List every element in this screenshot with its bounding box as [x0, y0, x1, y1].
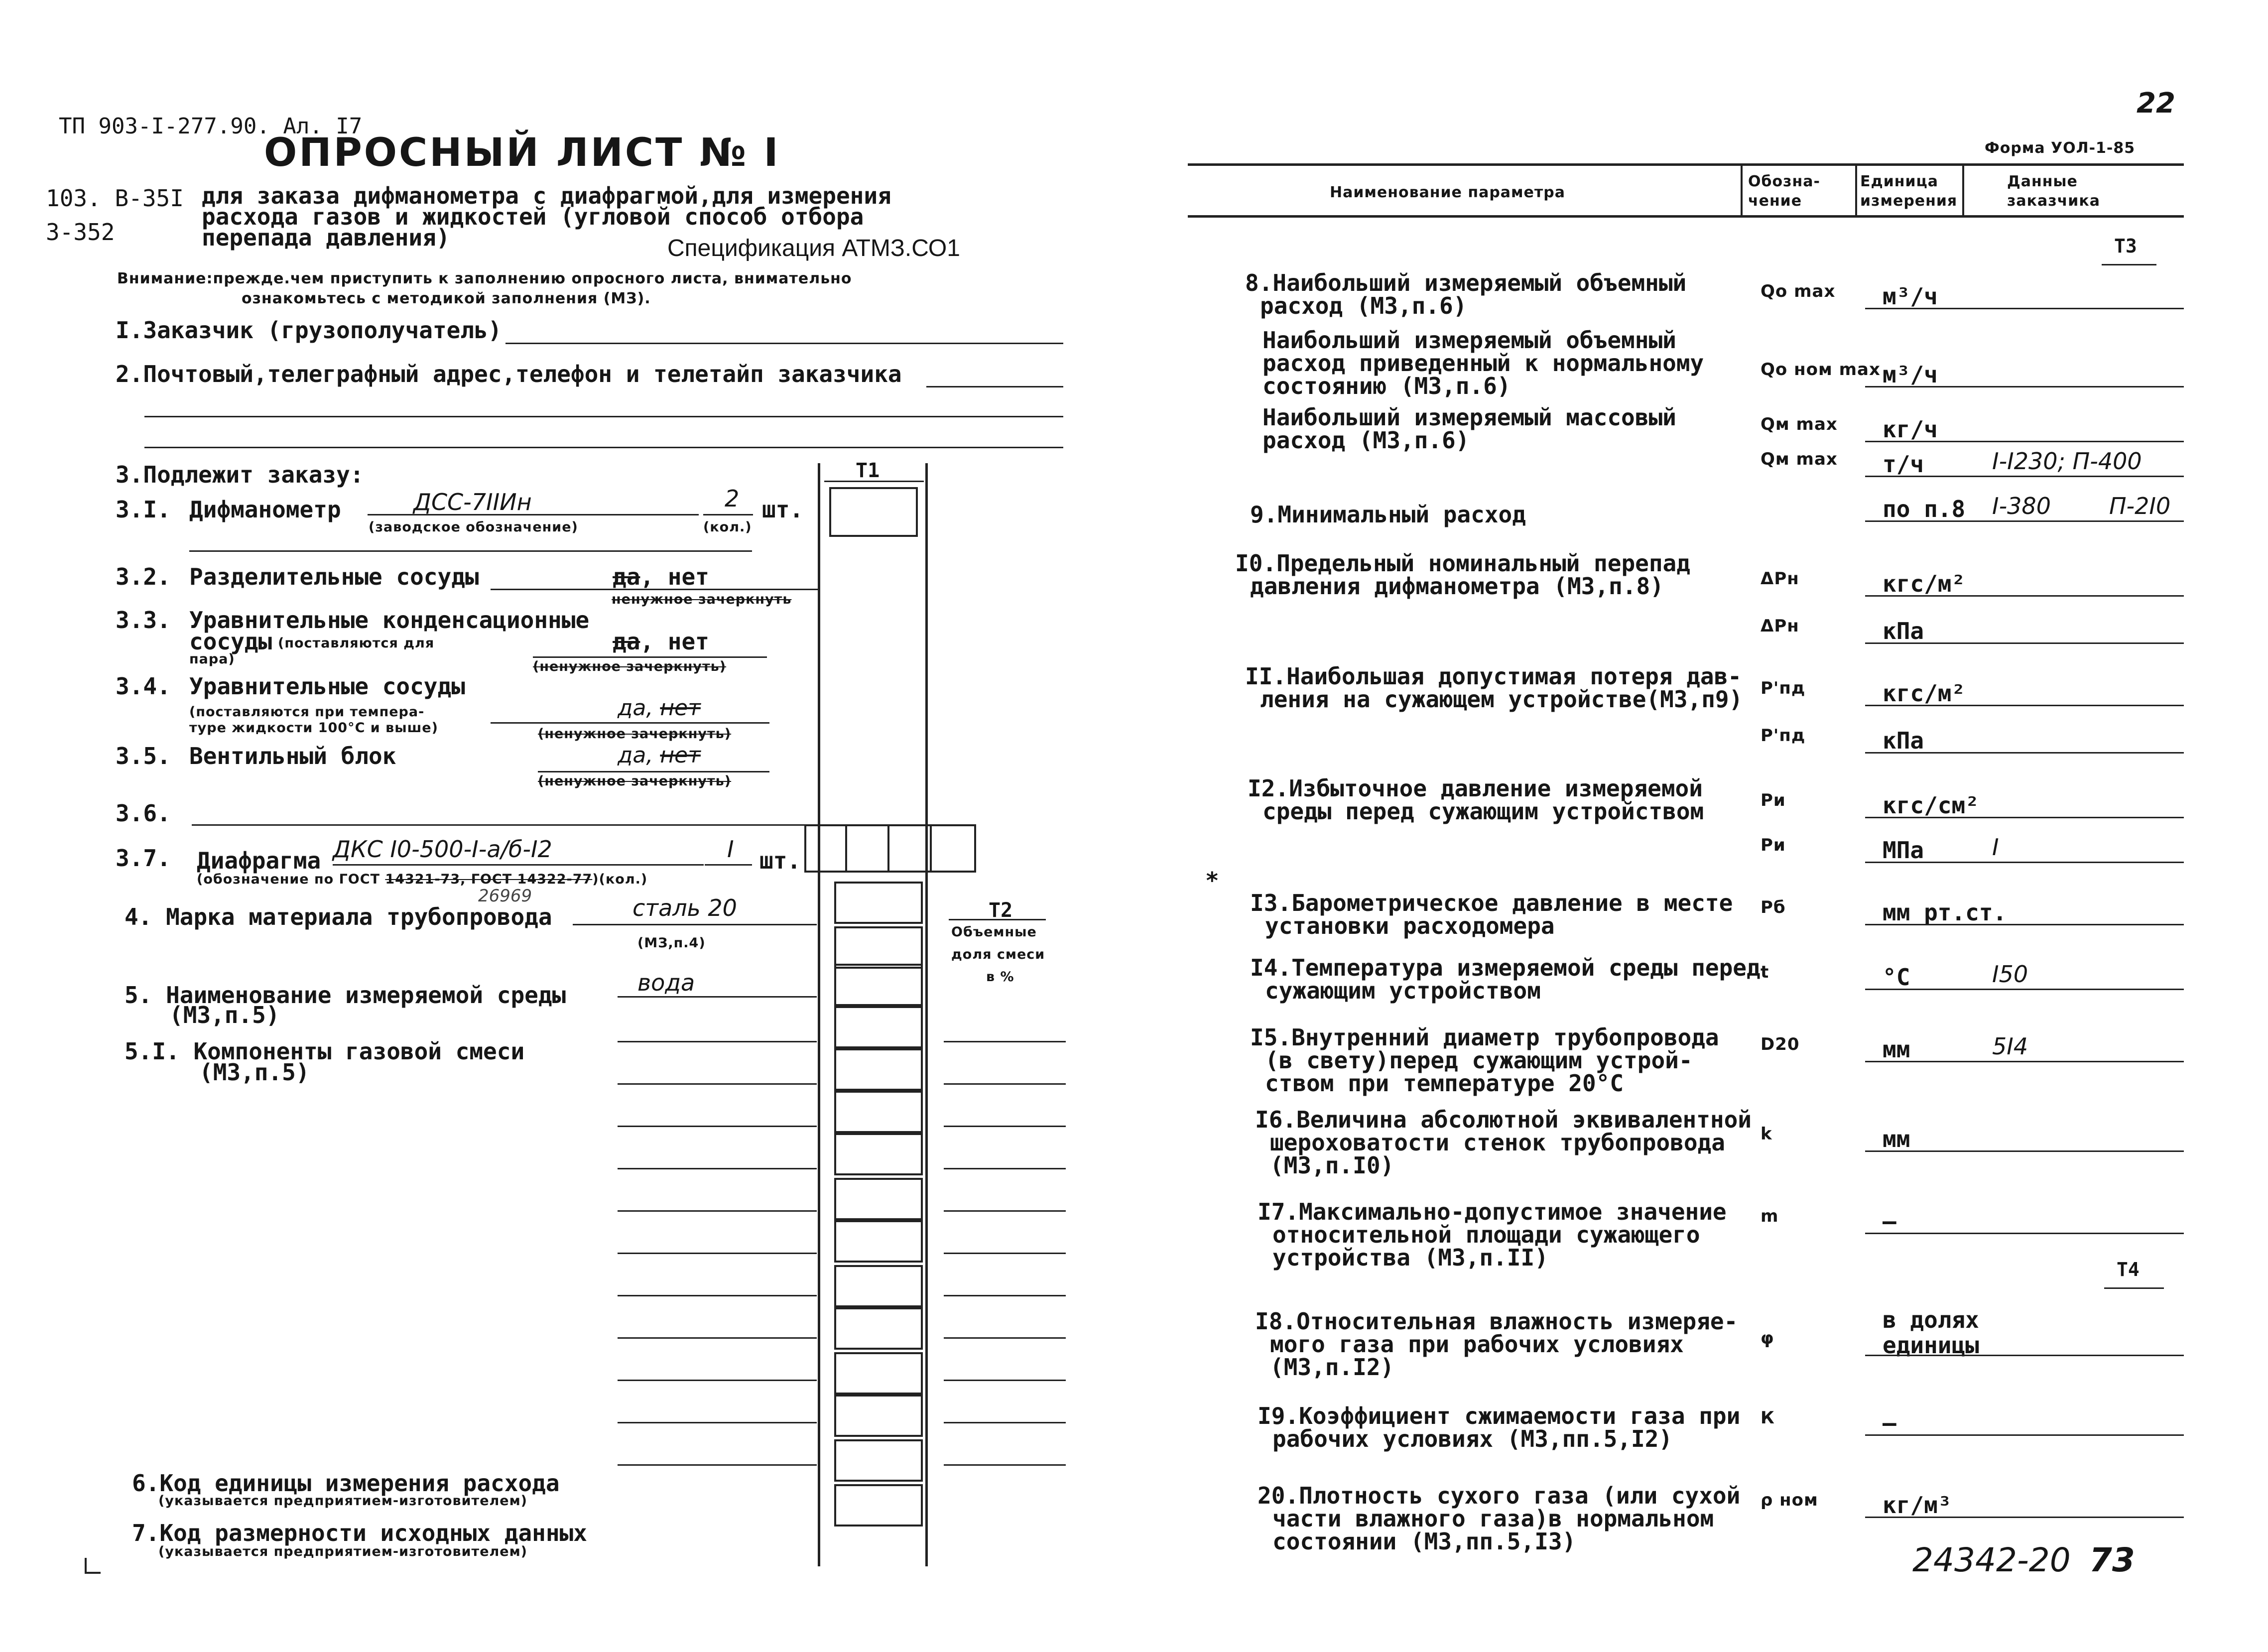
table-top-rule [1188, 163, 2184, 166]
parameter-field[interactable] [1865, 1517, 2184, 1518]
parameter-field[interactable] [1865, 1233, 2184, 1234]
gas-component-field[interactable] [618, 1210, 817, 1212]
item3-4-answer [618, 697, 701, 719]
item4-label: 4. Марка материала трубопровода [125, 903, 552, 930]
gas-fraction-field[interactable] [944, 1464, 1066, 1466]
item3-5-answer [618, 745, 701, 766]
t1-box[interactable] [834, 1265, 923, 1307]
parameter-label: давления дифманометра (МЗ,п.8) [1250, 573, 1664, 600]
parameter-unit: кгс/м² [1883, 680, 1966, 707]
gas-fraction-field[interactable] [944, 1295, 1066, 1296]
item3-4-struck: нет [660, 695, 701, 721]
item3-1-value: ДСС-7IIИн [413, 489, 532, 515]
parameter-label: ления на сужающем устройстве(МЗ,п9) [1260, 686, 1743, 713]
gas-fraction-field[interactable] [944, 1210, 1066, 1212]
parameter-field[interactable] [1865, 1150, 2184, 1152]
parameter-unit: – [1883, 1208, 1896, 1235]
parameter-field[interactable] [1865, 642, 2184, 644]
item3-1-qty-field[interactable] [703, 514, 753, 515]
item4-field[interactable] [573, 924, 817, 925]
item3-3-note: (ненужное зачеркнуть) [533, 659, 727, 674]
parameter-symbol: Qм max [1761, 414, 1838, 434]
parameter-label: I8.Относительная влажность измеряе- [1255, 1308, 1738, 1335]
item3-3-answer [613, 630, 709, 653]
parameter-symbol: ΔРн [1761, 616, 1799, 636]
parameter-symbol: ρ ном [1761, 1490, 1818, 1510]
parameter-label: 9.Минимальный расход [1250, 501, 1526, 528]
item3-7-label: Диафрагма [197, 847, 321, 874]
t1-box[interactable] [834, 1133, 923, 1175]
header-div-2 [1855, 164, 1857, 216]
parameter-label: I2.Избыточное давление измеряемой [1248, 775, 1703, 802]
item3-7-sub-start: (обозначение по ГОСТ [197, 872, 385, 887]
parameter-field[interactable] [1865, 752, 2184, 754]
parameter-unit: кПа [1883, 727, 1924, 754]
item6-sub: (указывается предприятием-изготовителем) [158, 1493, 528, 1509]
item7-sub: (указывается предприятием-изготовителем) [158, 1544, 528, 1559]
item3-4-small2: туре жидкости 100°С и выше) [189, 720, 438, 736]
item3-5-note: (ненужное зачеркнуть) [538, 773, 732, 789]
item3-6-field[interactable] [192, 824, 819, 826]
purpose-line-3: перепада давления) [202, 224, 450, 251]
item3-1-sub2: (кол.) [703, 519, 752, 535]
parameter-symbol: m [1761, 1206, 1779, 1226]
parameter-data[interactable]: I-380 П-2I0 [1992, 493, 2171, 519]
parameter-label: сужающим устройством [1265, 977, 1541, 1004]
parameter-label: среды перед сужающим устройством [1262, 798, 1704, 825]
item2-label: 2.Почтовый,телеграфный адрес,телефон и телетайп заказчика [116, 361, 902, 387]
parameter-field[interactable] [1865, 1434, 2184, 1436]
t1-box[interactable] [834, 1352, 923, 1395]
parameter-unit: кг/ч [1883, 416, 1938, 443]
side-code-1: 103. В-35I [46, 185, 184, 212]
parameter-field[interactable] [1865, 1355, 2184, 1356]
t1-box[interactable] [834, 1395, 923, 1437]
t1-box[interactable] [834, 926, 923, 969]
gas-fraction-field[interactable] [944, 1083, 1066, 1085]
header-symbol: Обозна- чение [1748, 173, 1820, 210]
parameter-symbol: Р'пд [1761, 678, 1806, 698]
item3-3-field[interactable] [533, 656, 767, 658]
t1-box-3-1[interactable] [829, 487, 918, 537]
parameter-label: устройства (МЗ,п.II) [1272, 1244, 1548, 1271]
gas-fraction-field[interactable] [944, 1041, 1066, 1042]
item3-7-sub-struck: 14321-73, ГОСТ 14322-77 [385, 872, 593, 887]
parameter-label: рабочих условиях (МЗ,пп.5,I2) [1272, 1425, 1673, 1452]
item5-label1: 5. Наименование измеряемой среды [125, 982, 566, 1009]
gas-component-field[interactable] [618, 1083, 817, 1085]
parameter-label: I6.Величина абсолютной эквивалентной [1255, 1106, 1752, 1133]
item3-1-field[interactable] [368, 514, 699, 515]
parameter-label: Наибольший измеряемый массовый [1262, 404, 1676, 431]
item1-field[interactable] [505, 343, 1063, 344]
t3-label: Т3 [2114, 235, 2137, 257]
footer-code: 24342-20 [1912, 1541, 2071, 1579]
parameter-unit: мм рт.ст. [1883, 899, 2007, 926]
item3-3-num: 3.3. [116, 607, 171, 634]
gas-fraction-field[interactable] [944, 1253, 1066, 1254]
item3-1-underline [189, 550, 752, 552]
specification: Спецификация АТМЗ.СО1 [667, 235, 960, 261]
parameter-field[interactable] [1865, 1061, 2184, 1062]
gas-fraction-field[interactable] [944, 1337, 1066, 1339]
gas-component-field[interactable] [618, 1380, 817, 1381]
item4-value: сталь 20 [632, 894, 737, 921]
parameter-field[interactable] [1865, 386, 2184, 387]
parameter-label: мого газа при рабочих условиях [1270, 1331, 1684, 1358]
parameter-label: расход (МЗ,п.6) [1262, 427, 1470, 454]
item5-label2: (МЗ,п.5) [169, 1002, 280, 1028]
parameter-unit: мм [1883, 1036, 1910, 1063]
header-div-3 [1962, 164, 1964, 216]
item3-3-label2: сосуды [189, 628, 272, 655]
parameter-label: I9.Коэффициент сжимаемости газа при [1258, 1402, 1741, 1429]
parameter-label: 20.Плотность сухого газа (или сухой [1258, 1482, 1741, 1509]
item2-field[interactable] [926, 386, 1063, 387]
parameter-symbol: D20 [1761, 1034, 1800, 1054]
parameter-unit: т/ч [1883, 451, 1924, 478]
header-div-1 [1741, 164, 1743, 216]
item1-label: I.Заказчик (грузополучатель) [116, 317, 502, 344]
item3-7-sub [197, 873, 647, 886]
parameter-label: состоянии (МЗ,пп.5,I3) [1272, 1528, 1576, 1555]
t1-left-rule [818, 463, 820, 1566]
purpose-line-2: расхода газов и жидкостей (угловой способ отбора [202, 203, 864, 230]
parameter-symbol: k [1761, 1124, 1772, 1144]
parameter-field[interactable] [1865, 862, 2184, 863]
t1-box[interactable] [834, 1439, 923, 1482]
parameter-unit: °С [1883, 964, 1910, 991]
item3-2-answer [613, 565, 709, 588]
t1-box[interactable] [834, 1048, 923, 1091]
parameter-field[interactable] [1865, 308, 2184, 309]
parameter-unit: м³/ч [1883, 283, 1938, 310]
item3-3-small2: пара) [189, 651, 235, 667]
item3-4-small1: (поставляются при темпера- [189, 704, 425, 720]
parameter-symbol: Qо max [1761, 281, 1836, 301]
gas-component-field[interactable] [618, 1126, 817, 1127]
gas-component-field[interactable] [618, 1041, 817, 1042]
parameter-data[interactable]: I50 [1992, 961, 2028, 988]
parameter-label: расход (МЗ,п.6) [1260, 292, 1467, 319]
item3-1-sub1: (заводское обозначение) [369, 519, 578, 535]
parameter-field[interactable] [1865, 595, 2184, 597]
header-data: Данные заказчика [2007, 173, 2100, 210]
parameter-label: I3.Барометрическое давление в месте [1250, 890, 1733, 916]
item3-2-value: , нет [640, 563, 709, 590]
item3-2-struck: да [613, 563, 640, 590]
header-ref: ТП 903-I-277.90. Ал. I7 [59, 114, 363, 139]
gas-component-field[interactable] [618, 1253, 817, 1254]
parameter-data[interactable]: I-I230; П-400 [1992, 448, 2142, 475]
parameter-label: ством при температуре 20°С [1265, 1070, 1624, 1097]
parameter-field[interactable] [1865, 989, 2184, 990]
gas-fraction-field[interactable] [944, 1126, 1066, 1127]
item2-field-line3[interactable] [144, 447, 1063, 448]
header-unit: Единица измерения [1860, 173, 1958, 210]
item3-3-struck: да [613, 628, 640, 655]
parameter-label: установки расходомера [1265, 912, 1555, 939]
parameter-label: I0.Предельный номинальный перепад [1235, 550, 1690, 577]
t2-caption-3: в % [986, 969, 1014, 985]
item3-label: 3.Подлежит заказу: [116, 461, 364, 488]
item3-1-qty: 2 [725, 485, 740, 512]
gas-fraction-field[interactable] [944, 1422, 1066, 1423]
parameter-unit: кгс/м² [1883, 570, 1966, 597]
item3-5-field[interactable] [538, 771, 769, 772]
parameter-label: 8.Наибольший измеряемый объемный [1245, 269, 1687, 296]
parameter-field[interactable] [1865, 476, 2184, 477]
item3-3-label1: Уравнительные конденсационные [189, 607, 590, 634]
item5-1-label2: (МЗ,п.5) [199, 1059, 310, 1086]
t1-box-3-7-div2 [887, 824, 889, 873]
parameter-symbol: ΔРн [1761, 569, 1799, 589]
item3-1-label: Дифманометр [189, 496, 341, 523]
gas-component-field[interactable] [618, 1464, 817, 1466]
corner-mark-h [85, 1572, 101, 1574]
parameter-label: состоянию (МЗ,п.6) [1262, 373, 1511, 399]
item2-field-line2[interactable] [144, 416, 1063, 417]
t1-right-rule [925, 463, 928, 1566]
t1-box[interactable] [834, 1220, 923, 1263]
t2-caption-2: доля смеси [951, 947, 1045, 962]
parameter-unit: кг/м³ [1883, 1492, 1952, 1519]
t1-box[interactable] [834, 1006, 923, 1048]
item5-1-label1: 5.I. Компоненты газовой смеси [125, 1038, 525, 1065]
parameter-label: части влажного газа)в нормальном [1272, 1505, 1714, 1532]
item3-7-sub-end: )(кол.) [592, 872, 648, 887]
parameter-label: расход приведенный к нормальному [1262, 350, 1704, 377]
side-code-2: 3-352 [46, 219, 115, 246]
item3-5-value: да, [618, 743, 660, 768]
parameter-unit: мм [1883, 1126, 1910, 1152]
purpose-line-1: для заказа дифманометра с диафрагмой,для измерения [202, 182, 891, 209]
item3-2-label: Разделительные сосуды [189, 563, 479, 590]
t1-box-3-7-div3 [930, 824, 932, 873]
item3-4-label: Уравнительные сосуды [189, 673, 465, 700]
form-code: Форма УОЛ-1-85 [1985, 139, 2136, 157]
parameter-symbol: Ри [1761, 790, 1786, 810]
parameter-symbol: Рб [1761, 897, 1786, 917]
parameter-unit: – [1883, 1409, 1896, 1436]
parameter-label: Наибольший измеряемый объемный [1262, 327, 1676, 354]
item3-2-num: 3.2. [116, 563, 171, 590]
gas-component-field[interactable] [618, 1422, 817, 1423]
gas-component-field[interactable] [618, 1295, 817, 1296]
parameter-field[interactable] [1865, 924, 2184, 925]
parameter-field[interactable] [1865, 817, 2184, 818]
item3-5-label: Вентильный блок [189, 743, 396, 769]
item4-sub: (МЗ,п.4) [637, 935, 706, 951]
parameter-symbol: Р'пд [1761, 726, 1806, 746]
attention-line-2: ознакомьтесь с методикой заполнения (МЗ). [242, 290, 651, 307]
t1-box[interactable] [834, 1091, 923, 1133]
item3-3-small1: (поставляются для [278, 635, 435, 651]
parameter-label: относительной площади сужающего [1272, 1221, 1700, 1248]
t1-label: Т1 [856, 459, 880, 482]
t1-box-3-7[interactable] [804, 824, 976, 873]
item3-1-unit: шт. [762, 496, 804, 523]
item3-7-qty: I [727, 836, 734, 863]
parameter-label: шероховатости стенок трубопровода [1270, 1129, 1725, 1156]
t1-box[interactable] [834, 1307, 923, 1350]
parameter-field[interactable] [1865, 441, 2184, 442]
gas-fraction-field[interactable] [944, 1168, 1066, 1169]
asterisk: * [1205, 867, 1219, 894]
t1-box[interactable] [834, 882, 923, 924]
item6-label: 6.Код единицы измерения расхода [132, 1470, 560, 1497]
parameter-field[interactable] [1865, 705, 2184, 706]
t4-rule [2104, 1287, 2164, 1289]
item7-label: 7.Код размерности исходных данных [132, 1520, 587, 1546]
item3-4-value: да, [618, 695, 660, 721]
t1-box[interactable] [834, 1484, 923, 1526]
item3-7-num: 3.7. [116, 845, 171, 872]
t4-label: Т4 [2117, 1259, 2140, 1280]
page-number: 22 [2137, 87, 2175, 120]
t2-label: Т2 [989, 899, 1013, 922]
item3-5-num: 3.5. [116, 743, 171, 769]
t2-caption-1: Объемные [951, 924, 1037, 940]
item3-7-field[interactable] [333, 864, 704, 866]
item5-value: вода [637, 969, 695, 996]
gas-fraction-field[interactable] [944, 1380, 1066, 1381]
t1-box-3-7-div1 [845, 824, 847, 873]
table-header-rule [1188, 215, 2184, 218]
parameter-unit: в долях единицы [1883, 1306, 1979, 1359]
parameter-label: I4.Температура измеряемой среды перед [1250, 954, 1761, 981]
parameter-symbol: φ [1761, 1328, 1774, 1348]
parameter-symbol: Qо ном max [1761, 360, 1881, 380]
item3-6-num: 3.6. [116, 800, 171, 827]
item3-7-qty-field[interactable] [705, 864, 752, 866]
gas-component-field[interactable] [618, 1168, 817, 1169]
item3-4-num: 3.4. [116, 673, 171, 700]
parameter-data[interactable]: I [1992, 834, 1999, 861]
item3-3-value: , нет [640, 628, 709, 655]
parameter-unit: МПа [1883, 837, 1924, 864]
parameter-unit: по п.8 [1883, 496, 1966, 522]
parameter-field[interactable] [1865, 520, 2184, 522]
attention-line-1: Внимание:прежде.чем приступить к заполнению опросного листа, внимательно [117, 270, 852, 287]
item3-5-struck: нет [660, 743, 701, 768]
parameter-data[interactable]: 5I4 [1992, 1033, 2028, 1060]
parameter-symbol: К [1761, 1408, 1775, 1428]
item3-1-num: 3.I. [116, 496, 171, 523]
item3-4-note: (ненужное зачеркнуть) [538, 726, 732, 742]
footer-sheet: 73 [2089, 1541, 2135, 1579]
item3-7-unit: шт. [759, 847, 801, 874]
t3-rule [2102, 264, 2156, 265]
parameter-label: I5.Внутренний диаметр трубопровода [1250, 1024, 1719, 1051]
page-title: ОПРОСНЫЙ ЛИСТ № I [264, 130, 780, 175]
gas-component-field[interactable] [618, 1337, 817, 1339]
parameter-symbol: Ри [1761, 835, 1786, 855]
item5-field[interactable] [618, 996, 817, 998]
parameter-unit: м³/ч [1883, 361, 1938, 388]
item3-7-correction: 26969 [478, 886, 532, 906]
item3-4-field[interactable] [491, 722, 769, 724]
parameter-label: (в свету)перед сужающим устрой- [1265, 1047, 1693, 1074]
item3-7-value: ДКС I0-500-I-а/б-I2 [333, 836, 552, 863]
parameter-unit: кгс/см² [1883, 792, 1979, 819]
t2-header-rule [949, 919, 1046, 920]
header-parameter: Наименование параметра [1330, 184, 1566, 201]
parameter-unit: кПа [1883, 618, 1924, 644]
item3-2-note: ненужное зачеркнуть [612, 592, 792, 607]
parameter-symbol: Qм max [1761, 449, 1838, 469]
parameter-label: I7.Максимально-допустимое значение [1258, 1198, 1727, 1225]
parameter-label: (МЗ,п.I0) [1270, 1152, 1394, 1179]
parameter-label: II.Наибольшая допустимая потеря дав- [1245, 663, 1742, 690]
parameter-label: (МЗ,п.I2) [1270, 1354, 1394, 1381]
parameter-symbol: t [1761, 962, 1769, 982]
t1-box[interactable] [834, 1178, 923, 1220]
t1-box[interactable] [834, 964, 923, 1006]
